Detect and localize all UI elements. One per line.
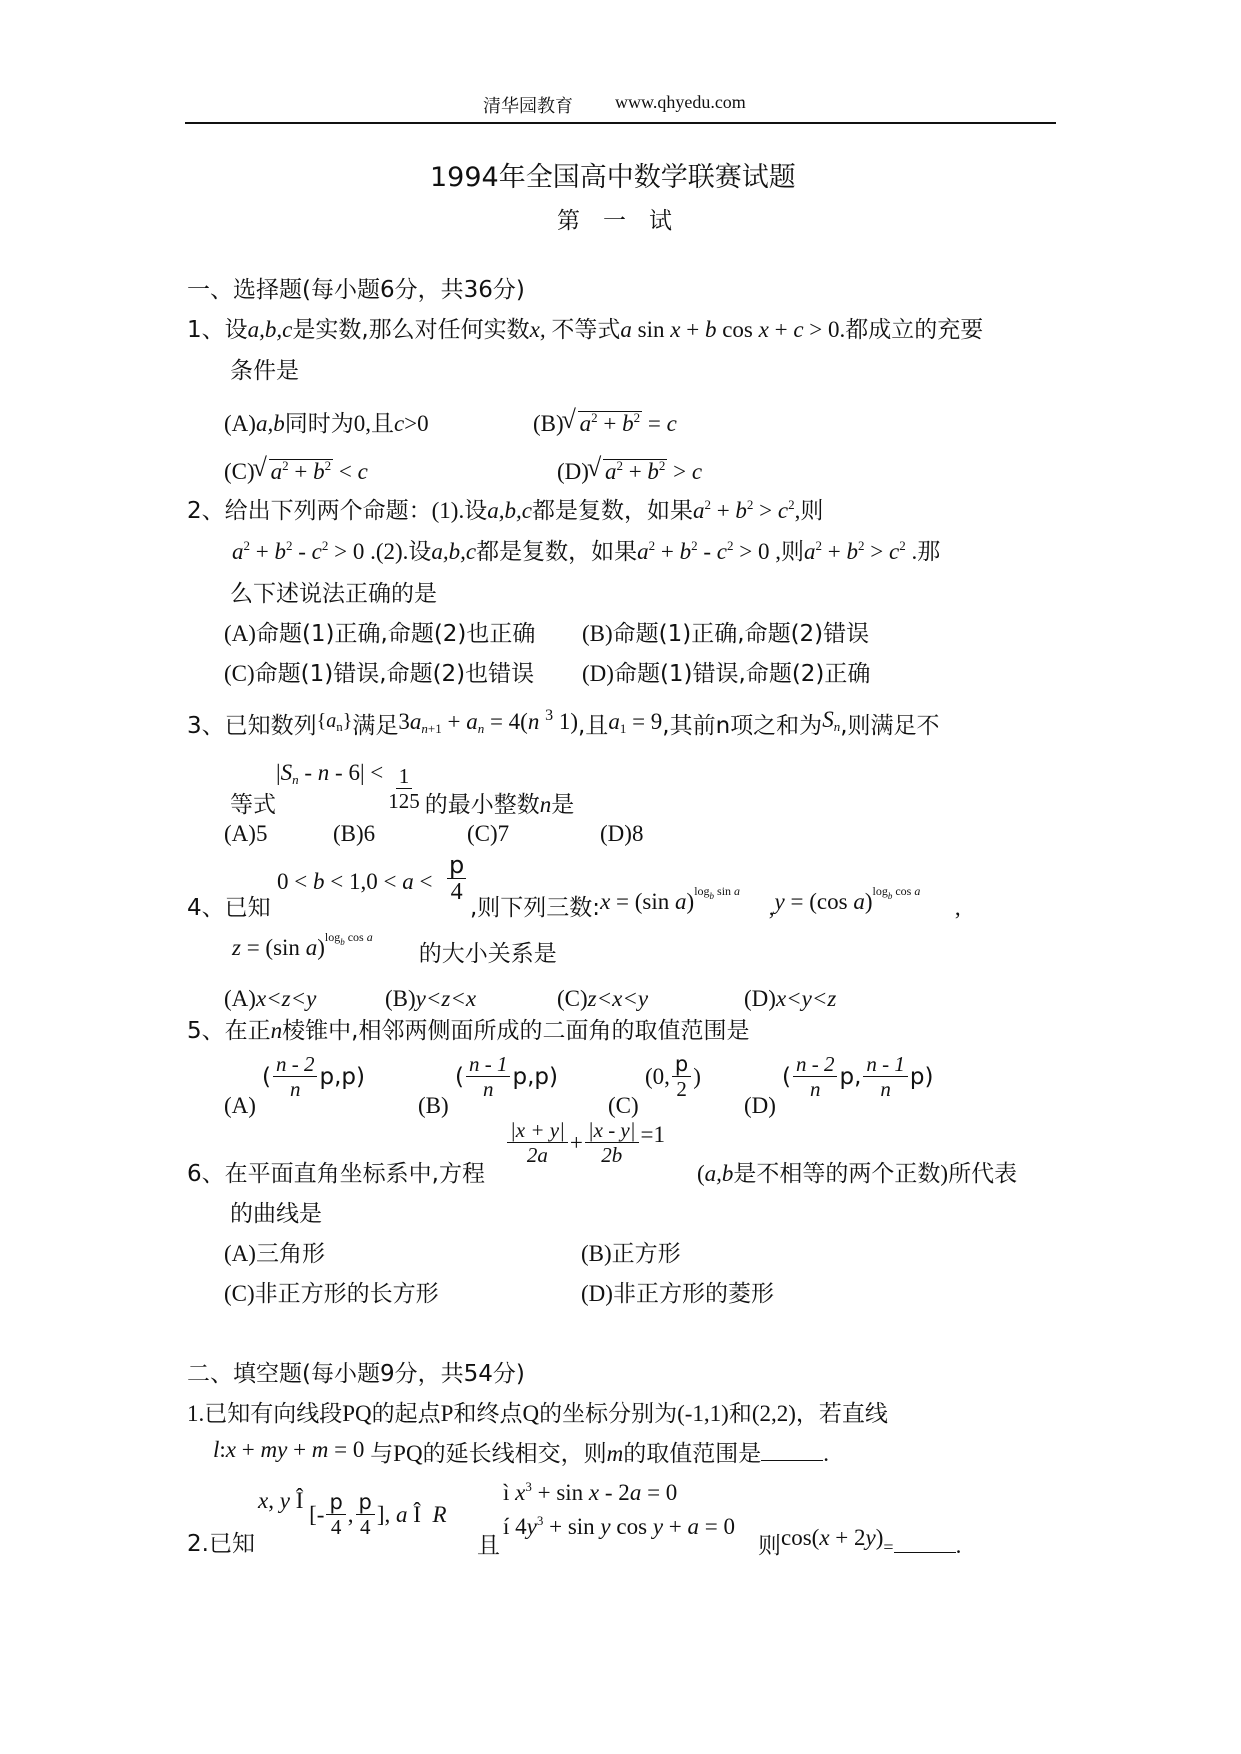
question-4-pi-frac: p 4 <box>449 851 465 905</box>
q5-option-c-expr[interactable]: (0, $\frac{p}{2}$ ) <box>645 1052 701 1101</box>
q6-option-b[interactable]: (B)正方形 <box>581 1241 681 1267</box>
question-3-line2: 等式$|S_n$ - n - 6| < $\frac{1}{125}$ 的最小整数n是 <box>230 759 575 818</box>
q2-option-d[interactable]: (D)命题(1)错误,命题(2)正确 <box>582 661 871 687</box>
fill-question-1-line2: l:x + my + m = 0 与PQ的延长线相交，则m的取值范围是 . <box>213 1437 829 1467</box>
answer-blank-1[interactable] <box>761 1440 823 1461</box>
page-subtitle: 第 一 试 <box>557 208 672 234</box>
question-6-tail: (a,b是不相等的两个正数)所代表 <box>697 1161 1018 1187</box>
q5-option-c-label[interactable]: (C) <box>608 1093 639 1118</box>
fill-question-1: 1.已知有向线段PQ的起点P和终点Q的坐标分别为(-1,1)和(2,2)，若直线 <box>187 1401 888 1427</box>
q1-option-d[interactable]: (D) √ $a^2 + b^2 > c$ <box>557 458 702 486</box>
section2-heading: 二、填空题(每小题9分，共54分) <box>187 1361 525 1387</box>
q3-option-c[interactable]: (C)7 <box>467 821 510 846</box>
q5-option-d-expr[interactable]: ( $\frac{n - 2}{n}$ p, $\frac{n - 1}{n}$ p) <box>782 1052 934 1101</box>
fill-question-2-tail: 则cos(x + 2y)= . <box>758 1525 962 1559</box>
q6-option-c[interactable]: (C)非正方形的长方形 <box>224 1281 439 1307</box>
q4-option-b[interactable]: (B)y<z<x <box>385 986 477 1011</box>
question-6-cont: 的曲线是 <box>230 1201 322 1227</box>
q3-option-b[interactable]: (B)6 <box>333 821 376 846</box>
question-2-line3: 么下述说法正确的是 <box>230 581 437 607</box>
q3-option-d[interactable]: (D)8 <box>600 821 644 846</box>
fill-question-2-qie: 且 <box>477 1533 500 1559</box>
question-3: 3、已知数列$\{a_n\}$满足$3a_{n+1} + a_n = 4(n$ $^3$ 1),且$a_1 = 9$,其前n项之和为$S_n$,则满足不 <box>187 707 940 739</box>
question-4-num: 4、已知 <box>187 895 271 921</box>
q1-option-a[interactable]: (A)a,b同时为0,且c>0 <box>224 411 429 437</box>
question-5: 5、在正n棱锥中,相邻两侧面所成的二面角的取值范围是 <box>187 1018 750 1044</box>
question-1-cont: 条件是 <box>230 358 299 384</box>
question-6-equation: $\frac{|x + y|}{2a}$ + $\frac{|x - y|}{2b}$ =1 <box>505 1118 665 1167</box>
question-6: 6、在平面直角坐标系中,方程 <box>187 1161 485 1187</box>
q5-option-a-label[interactable]: (A) <box>224 1093 256 1118</box>
q2-option-a[interactable]: (A)命题(1)正确,命题(2)也正确 <box>224 621 536 647</box>
page-title: 1994年全国高中数学联赛试题 <box>430 162 796 193</box>
header-url: www.qhyedu.com <box>615 92 746 112</box>
header-divider <box>185 122 1056 124</box>
question-2: 2、给出下列两个命题：(1).设a,b,c都是复数，如果$a^2 + b^2 > c^2$,则 <box>187 497 824 524</box>
fill-question-2-cond: x, y Î [- $\frac{p}{4}$ , $\frac{p}{4}$ ], a Î R <box>258 1487 447 1539</box>
question-1: 1、设a,b,c是实数,那么对任何实数x, 不等式a sin x + b cos x + c > 0.都成立的充要 <box>187 317 984 343</box>
q4-option-d[interactable]: (D)x<y<z <box>744 986 837 1011</box>
q2-option-c[interactable]: (C)命题(1)错误,命题(2)也错误 <box>224 661 535 687</box>
q5-option-a-expr[interactable]: ( $\frac{n - 2}{n}$ p,p) <box>262 1052 365 1101</box>
q5-option-b-expr[interactable]: ( $\frac{n - 1}{n}$ p,p) <box>455 1052 558 1101</box>
q5-option-b-label[interactable]: (B) <box>418 1093 449 1118</box>
section1-heading: 一、选择题(每小题6分，共36分) <box>187 277 525 303</box>
q5-option-d-label[interactable]: (D) <box>744 1093 776 1118</box>
fill-question-2-system: ì $x^3 + \sin x - 2a = 0$ í $4y^3 + \sin y$ cos y + a = 0 <box>503 1479 735 1539</box>
q4-option-c[interactable]: (C)z<x<y <box>557 986 649 1011</box>
answer-blank-2[interactable] <box>894 1532 956 1553</box>
question-4-line2: z = (sin a)$^{log_b cos a}$ 的大小关系是 <box>232 930 557 967</box>
header-org: 清华园教育 <box>483 96 573 117</box>
q6-option-a[interactable]: (A)三角形 <box>224 1241 325 1267</box>
question-4-cond: 0 < b < 1,0 < a < <box>277 869 433 894</box>
q1-option-b[interactable]: (B) √ $a^2 + b^2 = c$ <box>533 410 677 438</box>
question-4-mid: ,则下列三数:x = (sin a)$^{log_b sin a}$ ,y = (cos a)$^{log_b cos a}$ , <box>470 884 961 921</box>
q3-option-a[interactable]: (A)5 <box>224 821 268 846</box>
q1-option-c[interactable]: (C) √ $a^2 + b^2 < c$ <box>224 458 368 486</box>
fill-question-2-num: 2.已知 <box>187 1531 255 1557</box>
q2-option-b[interactable]: (B)命题(1)正确,命题(2)错误 <box>582 621 870 647</box>
q4-option-a[interactable]: (A)x<z<y <box>224 986 317 1011</box>
q6-option-d[interactable]: (D)非正方形的菱形 <box>581 1281 774 1307</box>
question-2-line2: $a^2 + b^2 - c^2 > 0$ .(2).设a,b,c都是复数，如果$a^2 + b^2 - c^2 > 0$ ,则$a^2 + b^2 > c^2$ .那 <box>232 538 941 565</box>
